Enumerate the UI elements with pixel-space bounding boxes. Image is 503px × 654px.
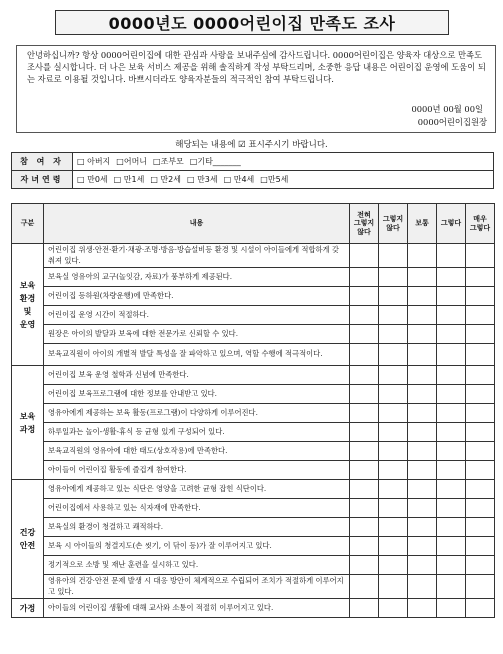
question-text: 어린이집에서 사용하고 있는 식자재에 만족한다. [44, 499, 350, 518]
rating-cell-strongly-agree[interactable] [466, 423, 495, 442]
age-2-checkbox[interactable]: □ 만2세 [150, 175, 181, 184]
rating-cell-disagree[interactable] [379, 325, 408, 344]
table-row [12, 366, 495, 385]
child-age-label: 자녀연령 [12, 171, 73, 189]
table-row [12, 518, 495, 537]
rating-cell-disagree[interactable] [379, 385, 408, 404]
table-row [12, 268, 495, 287]
rating-cell-strongly-disagree[interactable] [350, 480, 379, 499]
age-5-checkbox[interactable]: □만5세 [260, 175, 289, 184]
rating-cell-neutral[interactable] [408, 404, 437, 423]
rating-cell-disagree[interactable] [379, 556, 408, 575]
rating-cell-agree[interactable] [437, 344, 466, 366]
table-row [12, 385, 495, 404]
rating-cell-strongly-disagree[interactable] [350, 325, 379, 344]
respondent-info-table [11, 152, 494, 189]
table-row [12, 244, 495, 268]
question-text: 어린이집 보육 운영 철학과 신념에 만족한다. [44, 366, 350, 385]
question-text: 어린이집 위생·안전·환기·채광·조명·방음·방습설비등 환경 및 시설이 아이들에게 적합하게 갖춰져 있다. [44, 244, 350, 268]
rating-cell-agree[interactable] [437, 461, 466, 480]
rating-cell-strongly-agree[interactable] [466, 556, 495, 575]
rating-cell-agree[interactable] [437, 287, 466, 306]
rating-cell-strongly-disagree[interactable] [350, 442, 379, 461]
table-row [12, 442, 495, 461]
age-3-checkbox[interactable]: □ 만3세 [186, 175, 218, 184]
table-row [12, 306, 495, 325]
rating-cell-neutral[interactable] [408, 268, 437, 287]
option-other-checkbox[interactable]: □기타_______ [189, 157, 241, 166]
rating-cell-disagree[interactable] [379, 344, 408, 366]
age-4-checkbox[interactable]: □ 만4세 [223, 175, 255, 184]
rating-cell-neutral[interactable] [408, 537, 437, 556]
rating-cell-disagree[interactable] [379, 599, 408, 618]
rating-cell-neutral[interactable] [408, 306, 437, 325]
rating-cell-agree[interactable] [437, 599, 466, 618]
rating-cell-strongly-disagree[interactable] [350, 423, 379, 442]
rating-cell-strongly-agree[interactable] [466, 404, 495, 423]
rating-cell-strongly-disagree[interactable] [350, 366, 379, 385]
rating-cell-strongly-agree[interactable] [466, 268, 495, 287]
table-row [12, 599, 495, 618]
rating-cell-strongly-disagree[interactable] [350, 461, 379, 480]
header-strongly-agree: 매우 그렇다 [466, 204, 495, 244]
table-row [12, 537, 495, 556]
header-category: 구분 [12, 204, 44, 244]
question-text: 원장은 아이의 발달과 보육에 대한 전문가로 신뢰할 수 있다. [44, 325, 350, 344]
rating-cell-disagree[interactable] [379, 518, 408, 537]
rating-cell-neutral[interactable] [408, 385, 437, 404]
rating-cell-strongly-disagree[interactable] [350, 537, 379, 556]
table-row [12, 480, 495, 499]
rating-cell-neutral[interactable] [408, 480, 437, 499]
rating-cell-strongly-disagree[interactable] [350, 599, 379, 618]
rating-cell-disagree[interactable] [379, 499, 408, 518]
rating-cell-neutral[interactable] [408, 287, 437, 306]
survey-title: 0000년도 0000어린이집 만족도 조사 [55, 10, 449, 35]
rating-cell-neutral[interactable] [408, 325, 437, 344]
rating-cell-strongly-disagree[interactable] [350, 244, 379, 268]
rating-cell-agree[interactable] [437, 366, 466, 385]
table-row [12, 423, 495, 442]
question-text: 보육실 영유아의 교구(놀잇감, 자료)가 풍부하게 제공된다. [44, 268, 350, 287]
respondent-options[interactable] [73, 153, 494, 171]
rating-cell-disagree[interactable] [379, 461, 408, 480]
question-text: 아이들의 어린이집 생활에 대해 교사와 소통이 적절히 이루어지고 있다. [44, 599, 350, 618]
rating-cell-strongly-disagree[interactable] [350, 344, 379, 366]
question-text: 정기적으로 소방 및 재난 훈련을 실시하고 있다. [44, 556, 350, 575]
child-age-options[interactable] [73, 171, 494, 189]
rating-cell-neutral[interactable] [408, 499, 437, 518]
rating-cell-agree[interactable] [437, 244, 466, 268]
question-text: 어린이집 등하원(차량운행)에 만족한다. [44, 287, 350, 306]
rating-cell-strongly-agree[interactable] [466, 306, 495, 325]
category-cell: 가정 [12, 599, 44, 618]
rating-cell-neutral[interactable] [408, 556, 437, 575]
instruction-text: 해당되는 내용에 ☑ 표시주시기 바랍니다. [175, 140, 328, 150]
question-text: 보육교직원이 아이의 개별적 발달 특성을 잘 파악하고 있으며, 역할 수행에 적극적이다. [44, 344, 350, 366]
question-text: 보육 시 아이들의 청결지도(손 씻기, 이 닦이 등)가 잘 이루어지고 있다. [44, 537, 350, 556]
table-row [12, 325, 495, 344]
rating-cell-strongly-disagree[interactable] [350, 385, 379, 404]
rating-cell-strongly-agree[interactable] [466, 518, 495, 537]
rating-cell-agree[interactable] [437, 442, 466, 461]
rating-cell-neutral[interactable] [408, 244, 437, 268]
respondent-label: 참 여 자 [12, 153, 73, 171]
option-grandparent-checkbox[interactable]: □조부모 [153, 157, 184, 166]
age-1-checkbox[interactable]: □ 만1세 [113, 175, 145, 184]
rating-cell-strongly-agree[interactable] [466, 599, 495, 618]
table-row [12, 461, 495, 480]
header-content: 내용 [44, 204, 350, 244]
option-mother-checkbox[interactable]: □어머니 [116, 157, 148, 166]
rating-cell-disagree[interactable] [379, 366, 408, 385]
rating-cell-neutral[interactable] [408, 344, 437, 366]
question-text: 하루일과는 놀이-생활-휴식 등 균형 있게 구성되어 있다. [44, 423, 350, 442]
question-text: 영유아의 건강·안전 문제 발생 시 대응 방안이 체계적으로 수립되어 조치가 적절하게 이루어지고 있다. [44, 575, 350, 599]
rating-cell-agree[interactable] [437, 556, 466, 575]
director-signature: 0000어린이집원장 [417, 117, 487, 127]
table-row [12, 499, 495, 518]
rating-cell-disagree[interactable] [379, 244, 408, 268]
rating-cell-disagree[interactable] [379, 404, 408, 423]
rating-cell-strongly-agree[interactable] [466, 366, 495, 385]
rating-cell-strongly-disagree[interactable] [350, 518, 379, 537]
rating-cell-disagree[interactable] [379, 442, 408, 461]
rating-cell-strongly-agree[interactable] [466, 575, 495, 599]
rating-cell-agree[interactable] [437, 404, 466, 423]
header-disagree: 그렇지 않다 [379, 204, 408, 244]
rating-cell-strongly-agree[interactable] [466, 537, 495, 556]
table-row [12, 404, 495, 423]
rating-cell-strongly-agree[interactable] [466, 325, 495, 344]
rating-cell-strongly-disagree[interactable] [350, 499, 379, 518]
rating-cell-disagree[interactable] [379, 480, 408, 499]
question-text: 영유아에게 제공하는 보육 활동(프로그램)이 다양하게 이루어진다. [44, 404, 350, 423]
question-text: 아이들이 어린이집 활동에 즐겁게 참여한다. [44, 461, 350, 480]
survey-date: 0000년 00월 00일 [411, 104, 483, 114]
table-row [12, 556, 495, 575]
rating-cell-disagree[interactable] [379, 423, 408, 442]
rating-cell-agree[interactable] [437, 575, 466, 599]
rating-cell-neutral[interactable] [408, 423, 437, 442]
table-row [12, 344, 495, 366]
table-row [12, 287, 495, 306]
option-father-checkbox[interactable]: □ 아버지 [77, 157, 111, 166]
rating-cell-strongly-agree[interactable] [466, 244, 495, 268]
category-cell: 보육 환경 및 운영 [12, 244, 44, 366]
question-text: 보육실의 환경이 청결하고 쾌적하다. [44, 518, 350, 537]
rating-cell-agree[interactable] [437, 385, 466, 404]
rating-cell-strongly-agree[interactable] [466, 344, 495, 366]
header-agree: 그렇다 [437, 204, 466, 244]
table-row [12, 575, 495, 599]
rating-cell-agree[interactable] [437, 518, 466, 537]
rating-cell-strongly-disagree[interactable] [350, 287, 379, 306]
rating-cell-strongly-disagree[interactable] [350, 268, 379, 287]
rating-cell-disagree[interactable] [379, 306, 408, 325]
rating-cell-neutral[interactable] [408, 366, 437, 385]
question-text: 영유아에게 제공하고 있는 식단은 영양을 고려한 균형 잡힌 식단이다. [44, 480, 350, 499]
rating-cell-strongly-disagree[interactable] [350, 306, 379, 325]
rating-cell-strongly-disagree[interactable] [350, 575, 379, 599]
intro-text: 안녕하십니까? 항상 0000어린이집에 대한 관심과 사랑을 보내주심에 감사드립니다. 0000어린이집은 양육자 대상으로 만족도조사를 실시합니다. 더 나은 보육 서비스 제공을 위해 솔직하게 작성 부탁드리며, 소중한 응답 내용은 어린이집 운영에 도움이 되는 자료로 이용될 것입니다. 바쁘시더라도 양육자분들의 적극적인 참여 부탁드립니다. [27, 50, 486, 85]
rating-cell-agree[interactable] [437, 499, 466, 518]
question-text: 어린이집 운영 시간이 적절하다. [44, 306, 350, 325]
rating-cell-agree[interactable] [437, 306, 466, 325]
rating-cell-disagree[interactable] [379, 575, 408, 599]
category-cell: 보육 과정 [12, 366, 44, 480]
header-strongly-disagree: 전혀 그렇지 않다 [350, 204, 379, 244]
category-cell: 건강 안전 [12, 480, 44, 599]
rating-cell-strongly-agree[interactable] [466, 385, 495, 404]
rating-cell-agree[interactable] [437, 325, 466, 344]
rating-cell-strongly-disagree[interactable] [350, 404, 379, 423]
rating-cell-strongly-agree[interactable] [466, 287, 495, 306]
rating-cell-agree[interactable] [437, 537, 466, 556]
rating-cell-agree[interactable] [437, 480, 466, 499]
rating-cell-neutral[interactable] [408, 518, 437, 537]
age-0-checkbox[interactable]: □ 만0세 [77, 175, 108, 184]
rating-cell-strongly-agree[interactable] [466, 480, 495, 499]
rating-cell-strongly-agree[interactable] [466, 442, 495, 461]
rating-cell-neutral[interactable] [408, 575, 437, 599]
rating-cell-strongly-disagree[interactable] [350, 556, 379, 575]
rating-cell-disagree[interactable] [379, 287, 408, 306]
rating-cell-disagree[interactable] [379, 268, 408, 287]
intro-box [16, 45, 496, 133]
question-text: 어린이집 보육프로그램에 대한 정보를 안내받고 있다. [44, 385, 350, 404]
rating-cell-neutral[interactable] [408, 599, 437, 618]
rating-cell-neutral[interactable] [408, 461, 437, 480]
table-header-row [12, 204, 495, 244]
rating-cell-agree[interactable] [437, 268, 466, 287]
rating-cell-strongly-agree[interactable] [466, 461, 495, 480]
rating-cell-neutral[interactable] [408, 442, 437, 461]
rating-cell-strongly-agree[interactable] [466, 499, 495, 518]
rating-cell-disagree[interactable] [379, 537, 408, 556]
header-neutral: 보통 [408, 204, 437, 244]
rating-cell-agree[interactable] [437, 423, 466, 442]
satisfaction-table [11, 203, 495, 618]
question-text: 보육교직원의 영유아에 대한 태도(상호작용)에 만족한다. [44, 442, 350, 461]
